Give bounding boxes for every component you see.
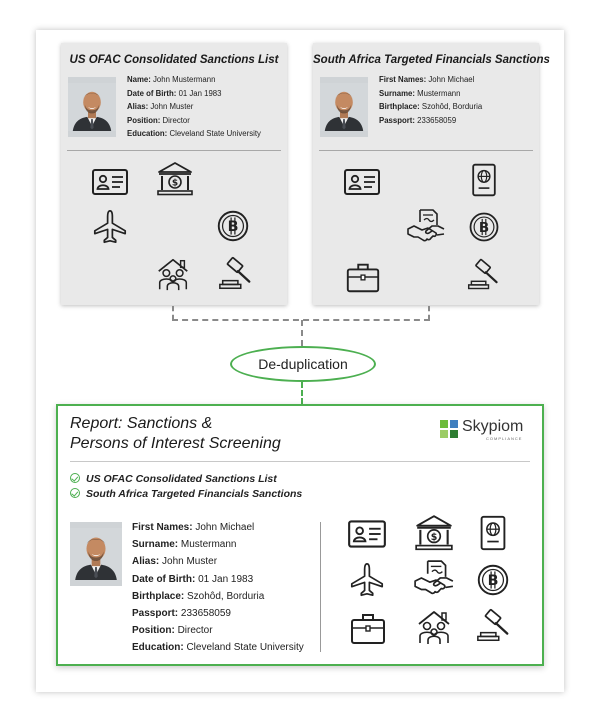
field-surname: Surname: Mustermann (132, 539, 237, 551)
connector-line (301, 382, 303, 404)
bitcoin-icon (474, 561, 512, 599)
report-title (70, 414, 281, 454)
bank-icon (413, 512, 455, 554)
connector-line (172, 306, 174, 320)
id-card-icon (338, 162, 386, 202)
field-education: Education: Cleveland State University (132, 642, 304, 654)
deduplication-step: De-duplication (230, 346, 376, 382)
field-position: Position: Director (132, 625, 213, 637)
field-passport: Passport: 233658059 (132, 608, 231, 620)
briefcase-icon (348, 608, 388, 648)
subject-fields (127, 73, 261, 141)
passport-icon (474, 514, 512, 552)
handshake-contract-icon (406, 207, 446, 247)
gavel-icon (217, 255, 255, 293)
field-date-of-birth: Date of Birth: 01 Jan 1983 (132, 573, 254, 585)
logo-text: Skypiom (462, 418, 524, 435)
field-education: Education: Cleveland State University (127, 129, 261, 139)
field-name: Name: John Mustermann (127, 75, 216, 84)
field-birthplace: Birthplace: Szohôd, Borduria (132, 590, 265, 602)
card-title: South Africa Targeted Financials Sanctions (313, 54, 550, 66)
field-date-of-birth: Date of Birth: 01 Jan 1983 (127, 88, 222, 98)
briefcase-icon (343, 258, 383, 296)
field-passport: Passport: 233658059 (379, 115, 457, 125)
bitcoin-icon (466, 209, 502, 245)
family-house-icon (154, 255, 192, 293)
field-first-names: First Names: John Michael (132, 522, 255, 533)
gavel-icon (466, 257, 502, 293)
field-alias: Alias: John Muster (132, 556, 218, 568)
field-birthplace: Birthplace: Szohôd, Borduria (379, 102, 483, 112)
source-item: US OFAC Consolidated Sanctions List (70, 472, 302, 487)
logo-subtext: COMPLIANCE (486, 436, 523, 441)
bitcoin-icon (214, 207, 252, 245)
check-circle-icon (70, 488, 80, 498)
sanctions-list-card-south-africa (313, 43, 550, 305)
field-first-names: First Names: John Michael (379, 75, 475, 84)
id-card-icon (342, 513, 392, 555)
report-sources (70, 472, 302, 502)
field-position: Position: Director (127, 115, 190, 125)
handshake-contract-icon (413, 558, 455, 600)
logo-mark-icon (440, 420, 458, 438)
passport-icon (466, 162, 502, 198)
gavel-icon (475, 607, 513, 645)
screening-report (56, 404, 544, 666)
id-card-icon (86, 162, 134, 202)
connector-line (301, 320, 303, 346)
card-title: US OFAC Consolidated Sanctions List (69, 54, 279, 66)
skypiom-logo (440, 418, 530, 442)
subject-fields (379, 73, 482, 127)
sanctions-list-card-us-ofac (61, 43, 287, 305)
subject-fields (132, 519, 304, 657)
subject-photo (68, 77, 116, 137)
bank-icon (155, 159, 195, 199)
report-divider (70, 461, 530, 462)
report-title-line: Persons of Interest Screening (70, 435, 281, 452)
report-title-line: Report: Sanctions & (70, 415, 213, 432)
report-vertical-divider (320, 522, 321, 652)
airplane-icon (348, 561, 386, 599)
check-circle-icon (70, 473, 80, 483)
connector-line (428, 306, 430, 320)
card-divider (67, 150, 281, 151)
field-alias: Alias: John Muster (127, 102, 194, 112)
airplane-icon (91, 208, 129, 246)
subject-photo (70, 522, 122, 586)
field-surname: Surname: Mustermann (379, 88, 461, 98)
card-divider (319, 150, 533, 151)
family-house-icon (414, 607, 454, 647)
source-item: South Africa Targeted Financials Sanctions (70, 487, 302, 502)
subject-photo (320, 77, 368, 137)
